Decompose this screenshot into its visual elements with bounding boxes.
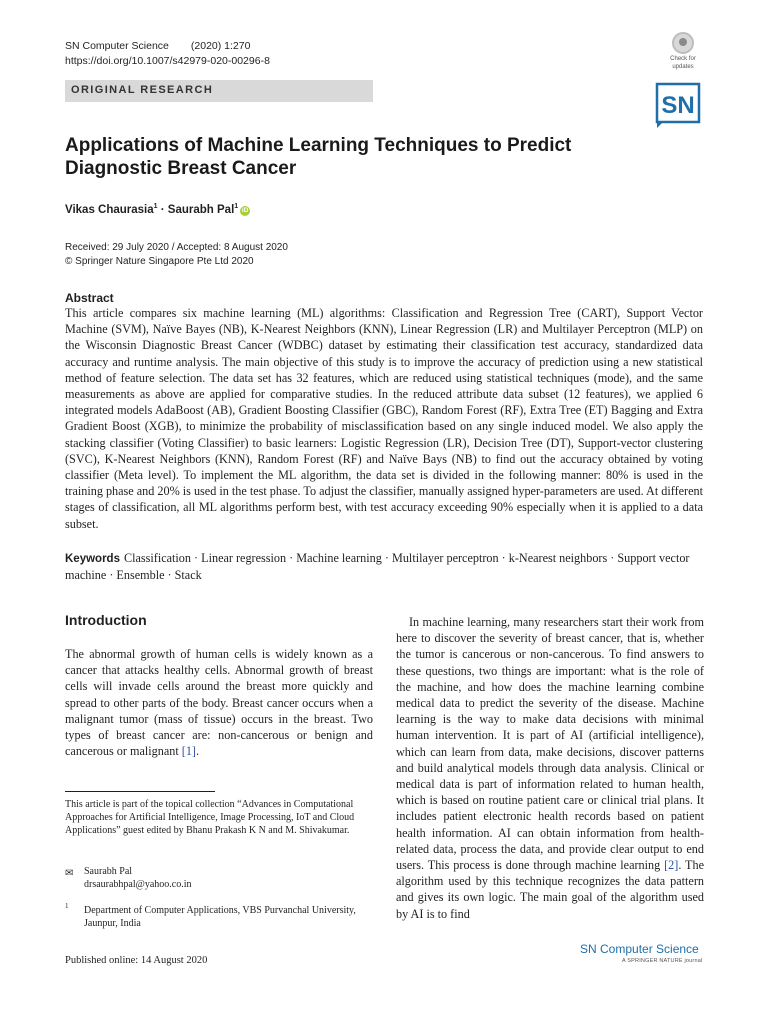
paragraph-end: . (195, 744, 200, 759)
paragraph-text: The abnormal growth of human cells is widely known as a cancer that attacks healthy cells. Abnormal growth of breast cells will invade cells around the breast more quickly and spread to other parts of the body. Breast cancer occurs when a malignant tumor (mass of tissue) occurs in the breast. Two types of breast cancer are: non-cancerous or benign and cancerous or malignant (65, 647, 373, 759)
affiliation: Department of Computer Applications, VBS Purvanchal University, Jaunpur, India (84, 905, 356, 929)
keywords (65, 550, 705, 583)
affiliation-marker: 1 (234, 203, 239, 210)
author-name[interactable]: Saurabh Pal (167, 203, 235, 216)
check-updates-label-1: Check for (670, 56, 696, 62)
journal-name: SN Computer Science (65, 40, 169, 52)
orcid-icon[interactable]: iD (241, 206, 249, 214)
check-updates-label-2: updates (672, 64, 694, 70)
introduction-paragraph-2 (396, 614, 704, 922)
doi-link[interactable]: https://doi.org/10.1007/s42979-020-00296-8 (65, 55, 270, 67)
sn-logo (653, 78, 703, 130)
check-for-updates-button[interactable] (664, 32, 702, 70)
paragraph-end: . The algorithm used by this technique recognizes the data pattern and gives its own logic. The main goal of the algorithm used by AI is to find (396, 858, 704, 921)
abstract-heading: Abstract (65, 291, 114, 305)
journal-citation (65, 40, 250, 52)
journal-volume: (2020) 1:270 (190, 40, 251, 52)
topical-collection-note: This article is part of the topical collection “Advances in Computational Approaches for Artificial Intelligence, Image Processing, IoT and Cloud Applications” guest edited by Bhanu Prakash K N and M. Shivakumar. (65, 799, 355, 836)
received-dates: Received: 29 July 2020 / Accepted: 8 August 2020 (65, 242, 288, 253)
published-date: Published online: 14 August 2020 (65, 955, 208, 966)
corresponding-name: Saurabh Pal (84, 866, 133, 877)
check-updates-icon (672, 32, 694, 54)
affiliation-number: 1 (65, 902, 69, 910)
sn-logo-text: SN (661, 92, 695, 119)
corresponding-author (84, 865, 192, 891)
author-name[interactable]: Vikas Chaurasia (65, 203, 154, 216)
citation-link[interactable]: [1] (181, 744, 196, 759)
article-type-banner (65, 80, 373, 102)
paper-title: Applications of Machine Learning Techniques to Predict Diagnostic Breast Cancer (65, 135, 572, 179)
introduction-heading: Introduction (65, 612, 147, 628)
footnote-divider (65, 791, 215, 792)
keywords-text: Classification · Linear regression · Machine learning · Multilayer perceptron · k-Nearest neighbors · Support vector machine · Ensemble · Stack (65, 551, 690, 582)
citation-link[interactable]: [2] (664, 858, 679, 873)
author-separator: · (157, 203, 168, 216)
paragraph-text: In machine learning, many researchers start their work from here to discover the severity of breast cancer, that is, whether the tumor is cancerous or non-cancerous. To find answers to these questions, two things are important: what is the role of the machine, and how does the machine learning combine medical data to predict the severity of the disease. Machine learning is the way to make data decisions with minimal human intervention. It is part of AI (artificial intelligence), which can learn from data, make decisions, discover patterns and build analytical models through data analysis. Clinical or medical data is part of information related to human health, which is based on routine patient care or clinical trial plans. It includes patient electronic health records based on patient health information. AI can obtain information from health-related data, process the data, and provide clear output to end users. This process is done through machine learning (396, 615, 704, 873)
author-list (65, 203, 250, 216)
springer-nature-brand: A SPRINGER NATURE journal (622, 958, 703, 964)
article-type-label: ORIGINAL RESEARCH (71, 84, 214, 96)
corresponding-email[interactable]: drsaurabhpal@yahoo.co.in (84, 879, 192, 890)
keywords-label: Keywords (65, 553, 120, 565)
affiliation-marker: 1 (153, 203, 158, 210)
introduction-paragraph-1 (65, 646, 373, 759)
envelope-icon: ✉ (65, 868, 74, 879)
footer-journal-name: SN Computer Science (580, 942, 699, 956)
abstract-text: This article compares six machine learning (ML) algorithms: Classification and Regression Tree (CART), Support Vector Machine (SVM), Naïve Bayes (NB), K-Nearest Neighbors (KNN), Linear Regression (LR) and Multilayer Perceptron (MLP) on the Wisconsin Diagnostic Breast Cancer (WDBC) dataset by estimating their classification test accuracy, standardized data accuracy and runtime analysis. The main objective of this study is to improve the accuracy of prediction using a new statistical method of feature selection. The data set has 32 features, which are reduced using statistical techniques (mode), and the same measurements as above are applied for comparative studies. In the reduced attribute data subset (12 features), we applied 6 integrated models AdaBoost (AB), Gradient Boosting Classifier (GBC), Random Forest (RF), Extra Tree (ET) Bagging and Extra Gradient Boost (XGB), to minimize the probability of misclassification based on any single induced model. We also apply the stacking classifier (Voting Classifier) to basic learners: Logistic Regression (LR), Decision Tree (DT), Support-vector clustering (SVC), K-Nearest Neighbors (KNN), Random Forest (RF) and Naïve Bays (NB) to find out the accuracy obtained by voting classifier (Meta level). To implement the ML algorithm, the data set is divided in the following manner: 80% is used in the training phase and 20% is used in the test phase. To adjust the classifier, manually assigned hyper-parameters are used. At different stages of classification, all ML algorithms perform best, with test accuracy exceeding 90% especially when it is applied to a data subset. (65, 306, 703, 531)
copyright-notice: © Springer Nature Singapore Pte Ltd 2020 (65, 256, 254, 267)
